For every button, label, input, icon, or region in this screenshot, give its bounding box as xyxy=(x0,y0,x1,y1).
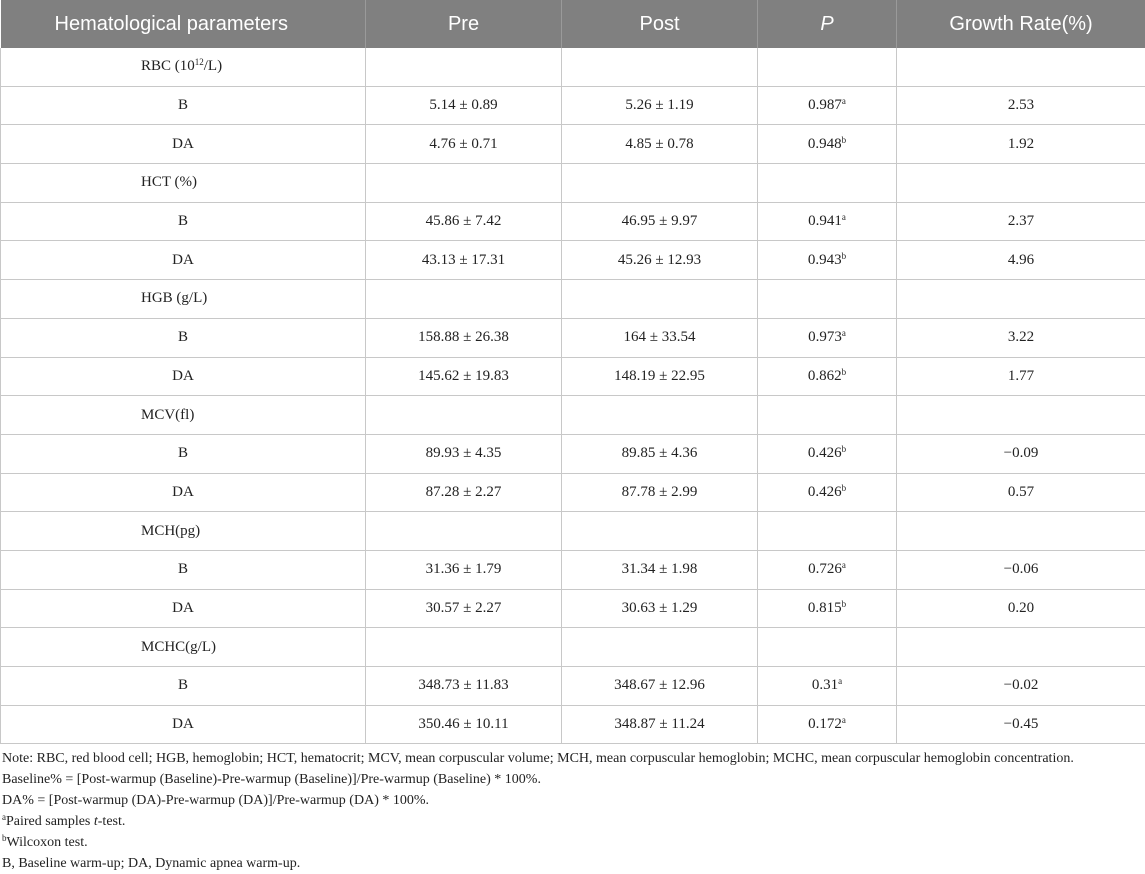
table-body xyxy=(1,48,1145,744)
p-sup: b xyxy=(842,251,847,261)
p-value: 0.987 xyxy=(808,97,842,113)
row-p xyxy=(758,202,897,241)
group-label xyxy=(1,628,366,667)
table-row xyxy=(1,86,1145,125)
row-growth: −0.09 xyxy=(897,434,1145,473)
row-pre: 31.36 ± 1.79 xyxy=(366,550,562,589)
footnote-a-text-end: -test. xyxy=(98,814,126,829)
row-post: 45.26 ± 12.93 xyxy=(562,241,758,280)
row-group: B xyxy=(1,434,366,473)
row-p xyxy=(758,357,897,396)
note-da-formula: DA% = [Post-warmup (DA)-Pre-warmup (DA)]/Pre-warmup (DA) * 100%. xyxy=(2,790,1145,811)
row-growth: 2.53 xyxy=(897,86,1145,125)
empty-cell xyxy=(758,280,897,319)
footnote-a-mark: a xyxy=(2,812,6,822)
row-growth: −0.45 xyxy=(897,705,1145,744)
empty-cell xyxy=(897,396,1145,435)
header-pre: Pre xyxy=(366,0,562,48)
row-pre: 350.46 ± 10.11 xyxy=(366,705,562,744)
row-group: B xyxy=(1,550,366,589)
row-post: 5.26 ± 1.19 xyxy=(562,86,758,125)
header-p: P xyxy=(758,0,897,48)
group-row xyxy=(1,48,1145,86)
table-row xyxy=(1,589,1145,628)
empty-cell xyxy=(758,396,897,435)
group-row xyxy=(1,628,1145,667)
group-label-text: MCV(fl) xyxy=(141,407,194,423)
group-label-text: MCHC(g/L) xyxy=(141,639,216,655)
row-pre: 4.76 ± 0.71 xyxy=(366,125,562,164)
p-sup: a xyxy=(842,212,846,222)
p-value: 0.426 xyxy=(808,484,842,500)
p-sup: b xyxy=(842,135,847,145)
row-group: B xyxy=(1,667,366,706)
group-label-text: HGB (g/L) xyxy=(141,290,207,306)
row-p xyxy=(758,434,897,473)
table-row xyxy=(1,125,1145,164)
empty-cell xyxy=(897,628,1145,667)
footnote-a-text: Paired samples xyxy=(6,814,94,829)
row-post: 348.67 ± 12.96 xyxy=(562,667,758,706)
note-group-abbreviations: B, Baseline warm-up; DA, Dynamic apnea warm-up. xyxy=(2,853,1145,874)
row-pre: 45.86 ± 7.42 xyxy=(366,202,562,241)
empty-cell xyxy=(366,164,562,203)
table-notes xyxy=(0,744,1145,874)
p-sup: b xyxy=(842,444,847,454)
group-label-text: HCT (%) xyxy=(141,174,197,190)
empty-cell xyxy=(366,396,562,435)
p-sup: a xyxy=(842,328,846,338)
row-p xyxy=(758,705,897,744)
empty-cell xyxy=(758,628,897,667)
p-value: 0.973 xyxy=(808,329,842,345)
row-pre: 89.93 ± 4.35 xyxy=(366,434,562,473)
table-header xyxy=(1,0,1145,48)
row-p xyxy=(758,667,897,706)
row-growth: −0.06 xyxy=(897,550,1145,589)
p-sup: b xyxy=(842,367,847,377)
empty-cell xyxy=(366,628,562,667)
empty-cell xyxy=(562,396,758,435)
table-row xyxy=(1,434,1145,473)
empty-cell xyxy=(562,512,758,551)
header-growth-rate: Growth Rate(%) xyxy=(897,0,1145,48)
p-sup: a xyxy=(842,560,846,570)
empty-cell xyxy=(897,164,1145,203)
p-sup: b xyxy=(842,483,847,493)
group-label-sup: 12 xyxy=(195,57,204,67)
row-growth: −0.02 xyxy=(897,667,1145,706)
empty-cell xyxy=(897,512,1145,551)
footnote-b xyxy=(2,832,1145,853)
empty-cell xyxy=(562,48,758,86)
p-value: 0.172 xyxy=(808,716,842,732)
footnote-a-italic: t xyxy=(94,814,98,829)
empty-cell xyxy=(366,48,562,86)
row-p xyxy=(758,318,897,357)
row-group: DA xyxy=(1,125,366,164)
p-value: 0.948 xyxy=(808,136,842,152)
row-growth: 1.77 xyxy=(897,357,1145,396)
empty-cell xyxy=(366,280,562,319)
row-p xyxy=(758,589,897,628)
table-row xyxy=(1,241,1145,280)
group-row xyxy=(1,280,1145,319)
row-growth: 1.92 xyxy=(897,125,1145,164)
table-row xyxy=(1,357,1145,396)
group-row xyxy=(1,512,1145,551)
row-p xyxy=(758,86,897,125)
row-pre: 87.28 ± 2.27 xyxy=(366,473,562,512)
empty-cell xyxy=(562,628,758,667)
group-row xyxy=(1,396,1145,435)
p-sup: a xyxy=(842,715,846,725)
group-label-suffix: /L) xyxy=(204,58,222,74)
row-growth: 0.20 xyxy=(897,589,1145,628)
empty-cell xyxy=(562,164,758,203)
table-row xyxy=(1,202,1145,241)
empty-cell xyxy=(758,512,897,551)
row-group: DA xyxy=(1,357,366,396)
group-label xyxy=(1,512,366,551)
row-pre: 145.62 ± 19.83 xyxy=(366,357,562,396)
row-group: B xyxy=(1,202,366,241)
row-growth: 2.37 xyxy=(897,202,1145,241)
row-pre: 158.88 ± 26.38 xyxy=(366,318,562,357)
group-row xyxy=(1,164,1145,203)
row-pre: 30.57 ± 2.27 xyxy=(366,589,562,628)
p-sup: a xyxy=(842,96,846,106)
row-post: 89.85 ± 4.36 xyxy=(562,434,758,473)
p-value: 0.862 xyxy=(808,368,842,384)
row-post: 164 ± 33.54 xyxy=(562,318,758,357)
row-p xyxy=(758,241,897,280)
p-value: 0.426 xyxy=(808,445,842,461)
p-sup: a xyxy=(838,676,842,686)
group-label-text: RBC (10 xyxy=(141,58,195,74)
row-post: 46.95 ± 9.97 xyxy=(562,202,758,241)
row-group: DA xyxy=(1,473,366,512)
p-value: 0.941 xyxy=(808,213,842,229)
row-post: 348.87 ± 11.24 xyxy=(562,705,758,744)
row-post: 148.19 ± 22.95 xyxy=(562,357,758,396)
row-group: B xyxy=(1,318,366,357)
p-value: 0.943 xyxy=(808,252,842,268)
header-post: Post xyxy=(562,0,758,48)
row-pre: 348.73 ± 11.83 xyxy=(366,667,562,706)
row-post: 4.85 ± 0.78 xyxy=(562,125,758,164)
table-row xyxy=(1,550,1145,589)
group-label-text: MCH(pg) xyxy=(141,523,200,539)
table-row xyxy=(1,667,1145,706)
group-label xyxy=(1,396,366,435)
row-group: DA xyxy=(1,241,366,280)
p-value: 0.726 xyxy=(808,561,842,577)
footnote-b-text: Wilcoxon test. xyxy=(7,835,88,850)
row-post: 30.63 ± 1.29 xyxy=(562,589,758,628)
row-post: 87.78 ± 2.99 xyxy=(562,473,758,512)
empty-cell xyxy=(562,280,758,319)
group-label xyxy=(1,48,366,86)
row-group: B xyxy=(1,86,366,125)
row-group: DA xyxy=(1,589,366,628)
p-value: 0.815 xyxy=(808,600,842,616)
table-row xyxy=(1,705,1145,744)
empty-cell xyxy=(366,512,562,551)
empty-cell xyxy=(758,48,897,86)
footnote-a xyxy=(2,811,1145,832)
row-post: 31.34 ± 1.98 xyxy=(562,550,758,589)
empty-cell xyxy=(897,48,1145,86)
row-growth: 0.57 xyxy=(897,473,1145,512)
group-label xyxy=(1,164,366,203)
group-label xyxy=(1,280,366,319)
row-growth: 3.22 xyxy=(897,318,1145,357)
empty-cell xyxy=(897,280,1145,319)
header-parameters: Hematological parameters xyxy=(1,0,366,48)
row-p xyxy=(758,550,897,589)
p-value: 0.31 xyxy=(812,677,838,693)
row-growth: 4.96 xyxy=(897,241,1145,280)
note-baseline-formula: Baseline% = [Post-warmup (Baseline)-Pre-warmup (Baseline)]/Pre-warmup (Baseline) * 100%. xyxy=(2,769,1145,790)
row-p xyxy=(758,125,897,164)
row-pre: 43.13 ± 17.31 xyxy=(366,241,562,280)
note-abbreviations: Note: RBC, red blood cell; HGB, hemoglobin; HCT, hematocrit; MCV, mean corpuscular volume; MCH, mean corpuscular hemoglobin; MCHC, mean corpuscular hemoglobin concentration. xyxy=(2,748,1145,769)
empty-cell xyxy=(758,164,897,203)
table-row xyxy=(1,318,1145,357)
row-pre: 5.14 ± 0.89 xyxy=(366,86,562,125)
p-sup: b xyxy=(842,599,847,609)
table-row xyxy=(1,473,1145,512)
footnote-b-mark: b xyxy=(2,833,7,843)
row-group: DA xyxy=(1,705,366,744)
row-p xyxy=(758,473,897,512)
